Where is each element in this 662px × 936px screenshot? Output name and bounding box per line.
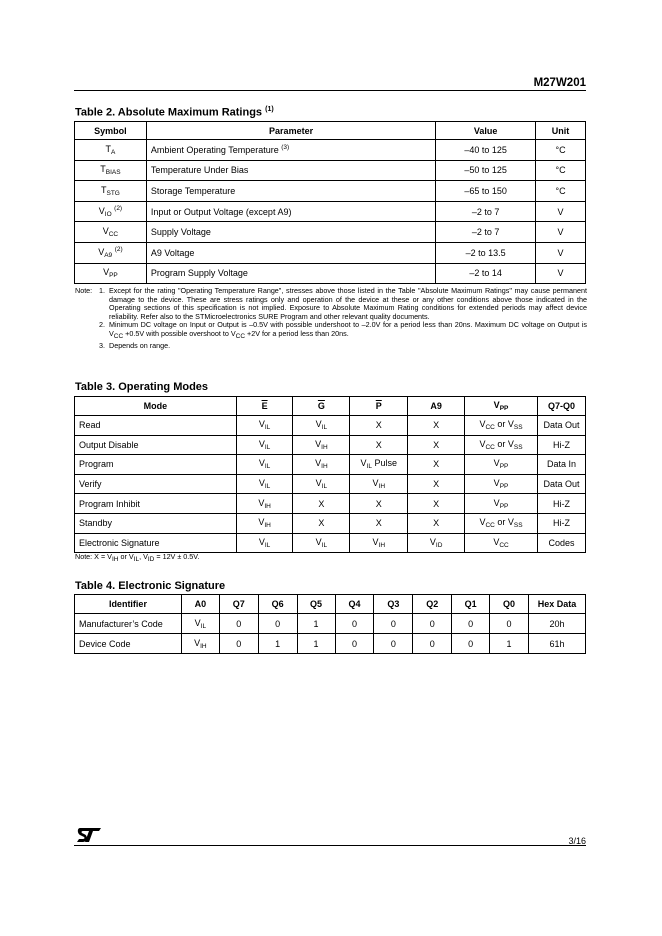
g-cell: $V_{IH}$ — [293, 435, 350, 455]
bit-cell: 1 — [258, 634, 297, 654]
vpp-cell: $V_{PP}$ — [465, 455, 538, 475]
p-cell: $V_{IH}$ — [350, 474, 408, 494]
mode-cell: Output Disable — [75, 435, 237, 455]
parameter-cell: Temperature Under Bias — [146, 160, 435, 181]
value-cell: –65 to 150 — [436, 181, 536, 202]
g-cell: $V_{IL}$ — [293, 533, 350, 553]
note-item — [75, 321, 587, 341]
table-row — [75, 140, 586, 161]
vpp-cell: $V_{CC}$ — [465, 533, 538, 553]
table-row — [75, 181, 586, 202]
note-label: Note: — [75, 286, 93, 295]
note-text: Depends on range. — [109, 340, 171, 350]
unit-cell: °C — [536, 181, 586, 202]
mode-cell: Read — [75, 416, 237, 436]
a9-cell: X — [408, 494, 465, 514]
hex-data-cell: 61h — [528, 634, 585, 654]
symbol-cell: $V_{CC}$ — [75, 222, 147, 243]
column-header-q4: Q4 — [335, 595, 374, 614]
p-cell: X — [350, 513, 408, 533]
parameter-cell: Ambient Operating Temperature $^{(3)}$ — [146, 140, 435, 161]
p-cell: $V_{IL}$ Pulse — [350, 455, 408, 475]
column-header-q6: Q6 — [258, 595, 297, 614]
symbol-cell: $T_{BIAS}$ — [75, 160, 147, 181]
bit-cell: 0 — [413, 614, 452, 634]
note-item — [75, 287, 587, 321]
e-cell: $V_{IH}$ — [236, 494, 293, 514]
parameter-cell: Program Supply Voltage — [146, 263, 435, 284]
table-row — [75, 614, 586, 634]
note-item — [75, 342, 587, 351]
note-number: 2. — [99, 320, 105, 330]
unit-cell: V — [536, 242, 586, 263]
p-cell: X — [350, 416, 408, 436]
vpp-cell: $V_{PP}$ — [465, 494, 538, 514]
table-row — [75, 160, 586, 181]
parameter-cell: Storage Temperature — [146, 181, 435, 202]
identifier-cell: Manufacturer’s Code — [75, 614, 182, 634]
bit-cell: 0 — [490, 614, 529, 634]
e-cell: $V_{IL}$ — [236, 533, 293, 553]
parameter-cell: Supply Voltage — [146, 222, 435, 243]
q-cell: Hi-Z — [537, 494, 585, 514]
g-cell: $V_{IL}$ — [293, 416, 350, 436]
column-header-unit: Unit — [536, 122, 586, 140]
unit-cell: °C — [536, 160, 586, 181]
e-cell: $V_{IL}$ — [236, 474, 293, 494]
value-cell: –2 to 7 — [436, 222, 536, 243]
symbol-cell: $V_{IO}$ $^{(2)}$ — [75, 201, 147, 222]
symbol-cell: $V_{A9}$ $^{(2)}$ — [75, 242, 147, 263]
page-number: 3/16 — [568, 836, 586, 846]
q-cell: Data Out — [537, 474, 585, 494]
st-logo-icon — [76, 827, 102, 843]
table-row — [75, 416, 586, 436]
table4-caption: Table 4. Electronic Signature — [75, 580, 226, 592]
a0-cell: $V_{IL}$ — [181, 614, 219, 634]
column-header-symbol: Symbol — [75, 122, 147, 140]
unit-cell: V — [536, 263, 586, 284]
vpp-cell: $V_{PP}$ — [465, 474, 538, 494]
table-row — [75, 435, 586, 455]
a9-cell: X — [408, 416, 465, 436]
column-header-a0: A0 — [181, 595, 219, 614]
bit-cell: 0 — [413, 634, 452, 654]
table-row — [75, 201, 586, 222]
value-cell: –2 to 14 — [436, 263, 536, 284]
vpp-cell: $V_{CC}$ or $V_{SS}$ — [465, 513, 538, 533]
p-cell: X — [350, 435, 408, 455]
bit-cell: 1 — [297, 634, 335, 654]
a9-cell: X — [408, 455, 465, 475]
table2-caption: Table 2. Absolute Maximum Ratings $^{(1)}$ — [75, 106, 274, 119]
value-cell: –2 to 7 — [436, 201, 536, 222]
p-cell: $V_{IH}$ — [350, 533, 408, 553]
p-cell: X — [350, 494, 408, 514]
a9-cell: $V_{ID}$ — [408, 533, 465, 553]
value-cell: –50 to 125 — [436, 160, 536, 181]
table-row — [75, 634, 586, 654]
q-cell: Data In — [537, 455, 585, 475]
note-number: 3. — [99, 340, 105, 350]
column-header-q7-q0: Q7-Q0 — [537, 397, 585, 416]
column-header-value: Value — [436, 122, 536, 140]
note-label — [75, 321, 99, 341]
footer-rule — [74, 845, 586, 846]
bit-cell: 1 — [297, 614, 335, 634]
symbol-cell: $T_A$ — [75, 140, 147, 161]
unit-cell: V — [536, 201, 586, 222]
column-header-parameter: Parameter — [146, 122, 435, 140]
bit-cell: 0 — [219, 614, 258, 634]
a9-cell: X — [408, 513, 465, 533]
parameter-cell: Input or Output Voltage (except A9) — [146, 201, 435, 222]
bit-cell: 0 — [374, 634, 413, 654]
column-header-q2: Q2 — [413, 595, 452, 614]
mode-cell: Program — [75, 455, 237, 475]
unit-cell: V — [536, 222, 586, 243]
mode-cell: Electronic Signature — [75, 533, 237, 553]
symbol-cell: $V_{PP}$ — [75, 263, 147, 284]
note-number: 1. — [99, 286, 105, 295]
mode-cell: Standby — [75, 513, 237, 533]
bit-cell: 1 — [490, 634, 529, 654]
column-header-hex-data: Hex Data — [528, 595, 585, 614]
bit-cell: 0 — [219, 634, 258, 654]
e-cell: $V_{IL}$ — [236, 416, 293, 436]
column-header-vpp: $V_{PP}$ — [465, 397, 538, 416]
table-row — [75, 242, 586, 263]
a9-cell: X — [408, 435, 465, 455]
operating-modes-table — [74, 396, 586, 553]
bit-cell: 0 — [452, 614, 490, 634]
bit-cell: 0 — [452, 634, 490, 654]
table-row — [75, 513, 586, 533]
note-label — [75, 342, 99, 351]
vpp-cell: $V_{CC}$ or $V_{SS}$ — [465, 416, 538, 436]
table3-caption: Table 3. Operating Modes — [75, 381, 209, 393]
e-cell: $V_{IH}$ — [236, 513, 293, 533]
value-cell: –40 to 125 — [436, 140, 536, 161]
absolute-max-ratings-table — [74, 121, 586, 284]
table-row — [75, 263, 586, 284]
e-cell: $V_{IL}$ — [236, 435, 293, 455]
q-cell: Hi-Z — [537, 513, 585, 533]
document-header-title: M27W201 — [533, 77, 586, 89]
mode-cell: Verify — [75, 474, 237, 494]
q-cell: Data Out — [537, 416, 585, 436]
value-cell: –2 to 13.5 — [436, 242, 536, 263]
bit-cell: 0 — [374, 614, 413, 634]
a0-cell: $V_{IH}$ — [181, 634, 219, 654]
column-header-mode: Mode — [75, 397, 237, 416]
table-row — [75, 222, 586, 243]
mode-cell: Program Inhibit — [75, 494, 237, 514]
header-rule — [74, 90, 586, 91]
note-text: Minimum DC voltage on Input or Output is –0.5V with possible undershoot to –2.0V for a period less than 20ns. Maximum DC voltage on Output is $V_{CC} +0.5V$ with possible overshoot to $V_{CC} +2V$ for a period less than 20ns. — [109, 320, 587, 340]
identifier-cell: Device Code — [75, 634, 182, 654]
electronic-signature-table — [74, 594, 586, 654]
parameter-cell: A9 Voltage — [146, 242, 435, 263]
column-header-q5: Q5 — [297, 595, 335, 614]
column-header-g: $\overline{G}$ — [293, 397, 350, 416]
g-cell: X — [293, 494, 350, 514]
table-row — [75, 474, 586, 494]
table-row — [75, 494, 586, 514]
column-header-a9: A9 — [408, 397, 465, 416]
note-text: Except for the rating "Operating Temperature Range", stresses above those listed in the Table "Absolute Maximum Ratings" may cause permanent damage to the device. These are stress ratings only and operation of the device at these or any other conditions above those indicated in the Operating sections of this specification is not implied. Exposure to Absolute Maximum Rating conditions for extended periods may affect device reliability. Refer also to the STMicroelectronics SURE Program and other relevant quality documents. — [109, 286, 587, 321]
table3-note: Note: $X = V_{IH}$ or $V_{IL}$, $V_{ID} = 12V \pm 0.5V$. — [75, 552, 200, 563]
column-header-e: $\overline{E}$ — [236, 397, 293, 416]
bit-cell: 0 — [335, 634, 374, 654]
column-header-identifier: Identifier — [75, 595, 182, 614]
g-cell: $V_{IH}$ — [293, 455, 350, 475]
e-cell: $V_{IL}$ — [236, 455, 293, 475]
column-header-p: $\overline{P}$ — [350, 397, 408, 416]
symbol-cell: $T_{STG}$ — [75, 181, 147, 202]
unit-cell: °C — [536, 140, 586, 161]
column-header-q0: Q0 — [490, 595, 529, 614]
vpp-cell: $V_{CC}$ or $V_{SS}$ — [465, 435, 538, 455]
q-cell: Codes — [537, 533, 585, 553]
table-row — [75, 533, 586, 553]
table2-notes — [75, 287, 587, 350]
q-cell: Hi-Z — [537, 435, 585, 455]
column-header-q7: Q7 — [219, 595, 258, 614]
g-cell: X — [293, 513, 350, 533]
column-header-q3: Q3 — [374, 595, 413, 614]
bit-cell: 0 — [258, 614, 297, 634]
a9-cell: X — [408, 474, 465, 494]
table-row — [75, 455, 586, 475]
g-cell: $V_{IL}$ — [293, 474, 350, 494]
hex-data-cell: 20h — [528, 614, 585, 634]
bit-cell: 0 — [335, 614, 374, 634]
column-header-q1: Q1 — [452, 595, 490, 614]
